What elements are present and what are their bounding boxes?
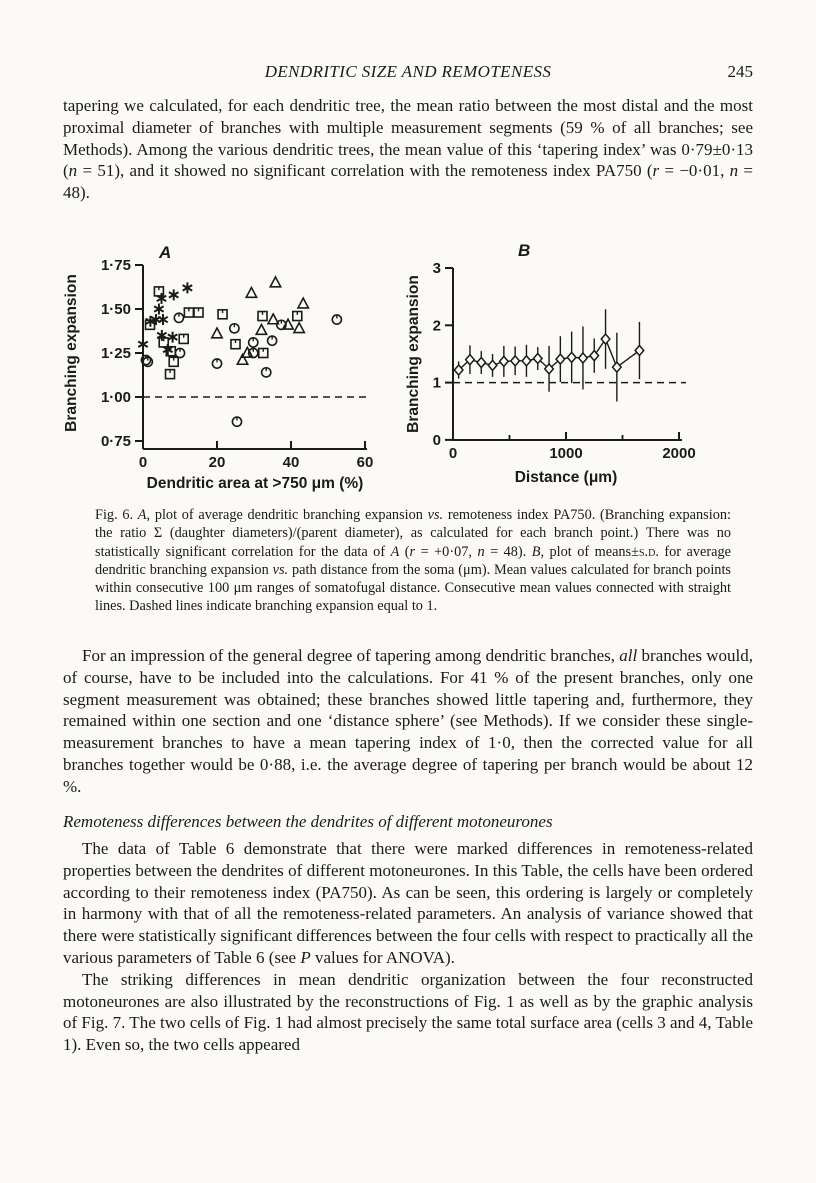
diamond-marker [635, 346, 644, 356]
x-axis-label: Distance (μm) [514, 469, 618, 486]
x-tick-label: 2000 [662, 445, 696, 462]
triangle-marker [294, 323, 304, 333]
y-tick-label: 3 [432, 260, 441, 277]
diamond-marker [511, 356, 520, 366]
diamond-marker [579, 353, 588, 363]
y-axis-label: Branching expansion [405, 275, 422, 433]
panel-title: A [159, 243, 172, 262]
triangle-marker [256, 325, 266, 335]
paragraph-striking: The striking differences in mean dendritic organization between the four reconstructed motoneurones are also illustrated by the reconstructions of Fig. 1 as well as by the graphic analysis of Fig. 7. The two cells of Fig. 1 had almost precisely the same total surface area (cells 3 and 4, Table 1). Even so, the two cells appeared [63, 969, 753, 1055]
y-tick-label: 1 [432, 374, 441, 392]
x-tick-label: 0 [138, 454, 148, 471]
page-number: 245 [727, 62, 753, 81]
x-axis-label: Dendritic area at >750 μm (%) [146, 475, 364, 492]
figure-caption-text: Fig. 6. A, plot of average dendritic branching expansion vs. remoteness index PA750. (Branching expansion: the ratio Σ (daughter diameters)/(parent diameter), as calculated for each branch point.) There was no statistically significant correlation for the data of A (r = +0·07, n = 48). B, plot of means±s.d. for average dendritic branching expansion vs. path distance from the soma (μm). Mean values calculated for branch points within consecutive 100 μm ranges of somatofugal distance. Consecutive mean values connected with straight lines. Dashed lines indicate branching expansion equal to 1. [95, 507, 731, 615]
figure-6 [0, 0, 816, 520]
page-title: DENDRITIC SIZE AND REMOTENESS [264, 62, 552, 81]
y-axis-label: Branching expansion [63, 274, 80, 432]
y-tick-label: 1·75 [100, 257, 131, 274]
y-tick-label: 1·50 [100, 301, 131, 318]
diamond-marker [567, 352, 576, 362]
x-tick-label: 1000 [549, 445, 583, 462]
diamond-marker [500, 356, 509, 366]
triangle-marker [268, 314, 278, 324]
y-tick-label: 0·75 [100, 433, 131, 450]
y-tick-label: 0 [432, 431, 441, 449]
paragraph-text: For an impression of the general degree of tapering among dendritic branches, all branches would, of course, have to be included into the calculations. For 41 % of the present branches, only one segment measurement was obtained; these branches showed little tapering and, furthermore, they remained within one section and one ‘distance sphere’ (see Methods). If we consider these single-measurement branches to have a mean tapering index of 1·0, then the corrected value for all branches together would be 0·88, i.e. the average degree of tapering per branch would be about 12 %. [63, 646, 753, 796]
figure-caption [95, 506, 731, 616]
y-tick-label: 1·25 [100, 345, 131, 362]
paragraph-block [63, 838, 753, 1056]
panel-title: B [518, 241, 531, 260]
paragraph-table6: The data of Table 6 demonstrate that there were marked differences in remoteness-related properties between the dendrites of different motoneurones. In this Table, the cells have been ordered according to their remoteness index (PA750). As can be seen, this ordering is largely or completely in harmony with that of all the remoteness-related parameters. An analysis of variance showed that there were statistically significant differences between the four cells with respect to practically all the various parameters of Table 6 (see P values for ANOVA). [63, 839, 753, 967]
y-tick-label: 1·00 [100, 389, 131, 406]
x-tick-label: 60 [356, 454, 374, 471]
triangle-marker [212, 328, 222, 338]
triangle-marker [270, 277, 280, 287]
x-tick-label: 20 [208, 454, 226, 471]
x-tick-label: 40 [282, 454, 300, 471]
diamond-marker [522, 356, 531, 366]
section-heading: Remoteness differences between the dendrites of different motoneurones [63, 812, 553, 831]
y-tick-label: 2 [432, 317, 441, 335]
figure-plot-a [56, 238, 408, 500]
triangle-marker [298, 298, 308, 308]
diamond-marker [477, 358, 486, 368]
x-tick-label: 0 [448, 445, 458, 462]
figure-plot-b [398, 236, 730, 492]
diamond-marker [613, 362, 622, 372]
paragraph-text: tapering we calculated, for each dendritic tree, the mean ratio between the most distal and the most proximal diameter of branches with multiple measurement segments (59 % of all branches; see Methods). Among the various dendritic trees, the mean value of this ‘tapering index’ was 0·79±0·13 (n = 51), and it showed no significant correlation with the remoteness index PA750 (r = −0·01, n = 48). [63, 96, 753, 203]
diamond-marker [488, 360, 497, 370]
triangle-marker [246, 288, 256, 298]
paragraph-impression [63, 645, 753, 798]
